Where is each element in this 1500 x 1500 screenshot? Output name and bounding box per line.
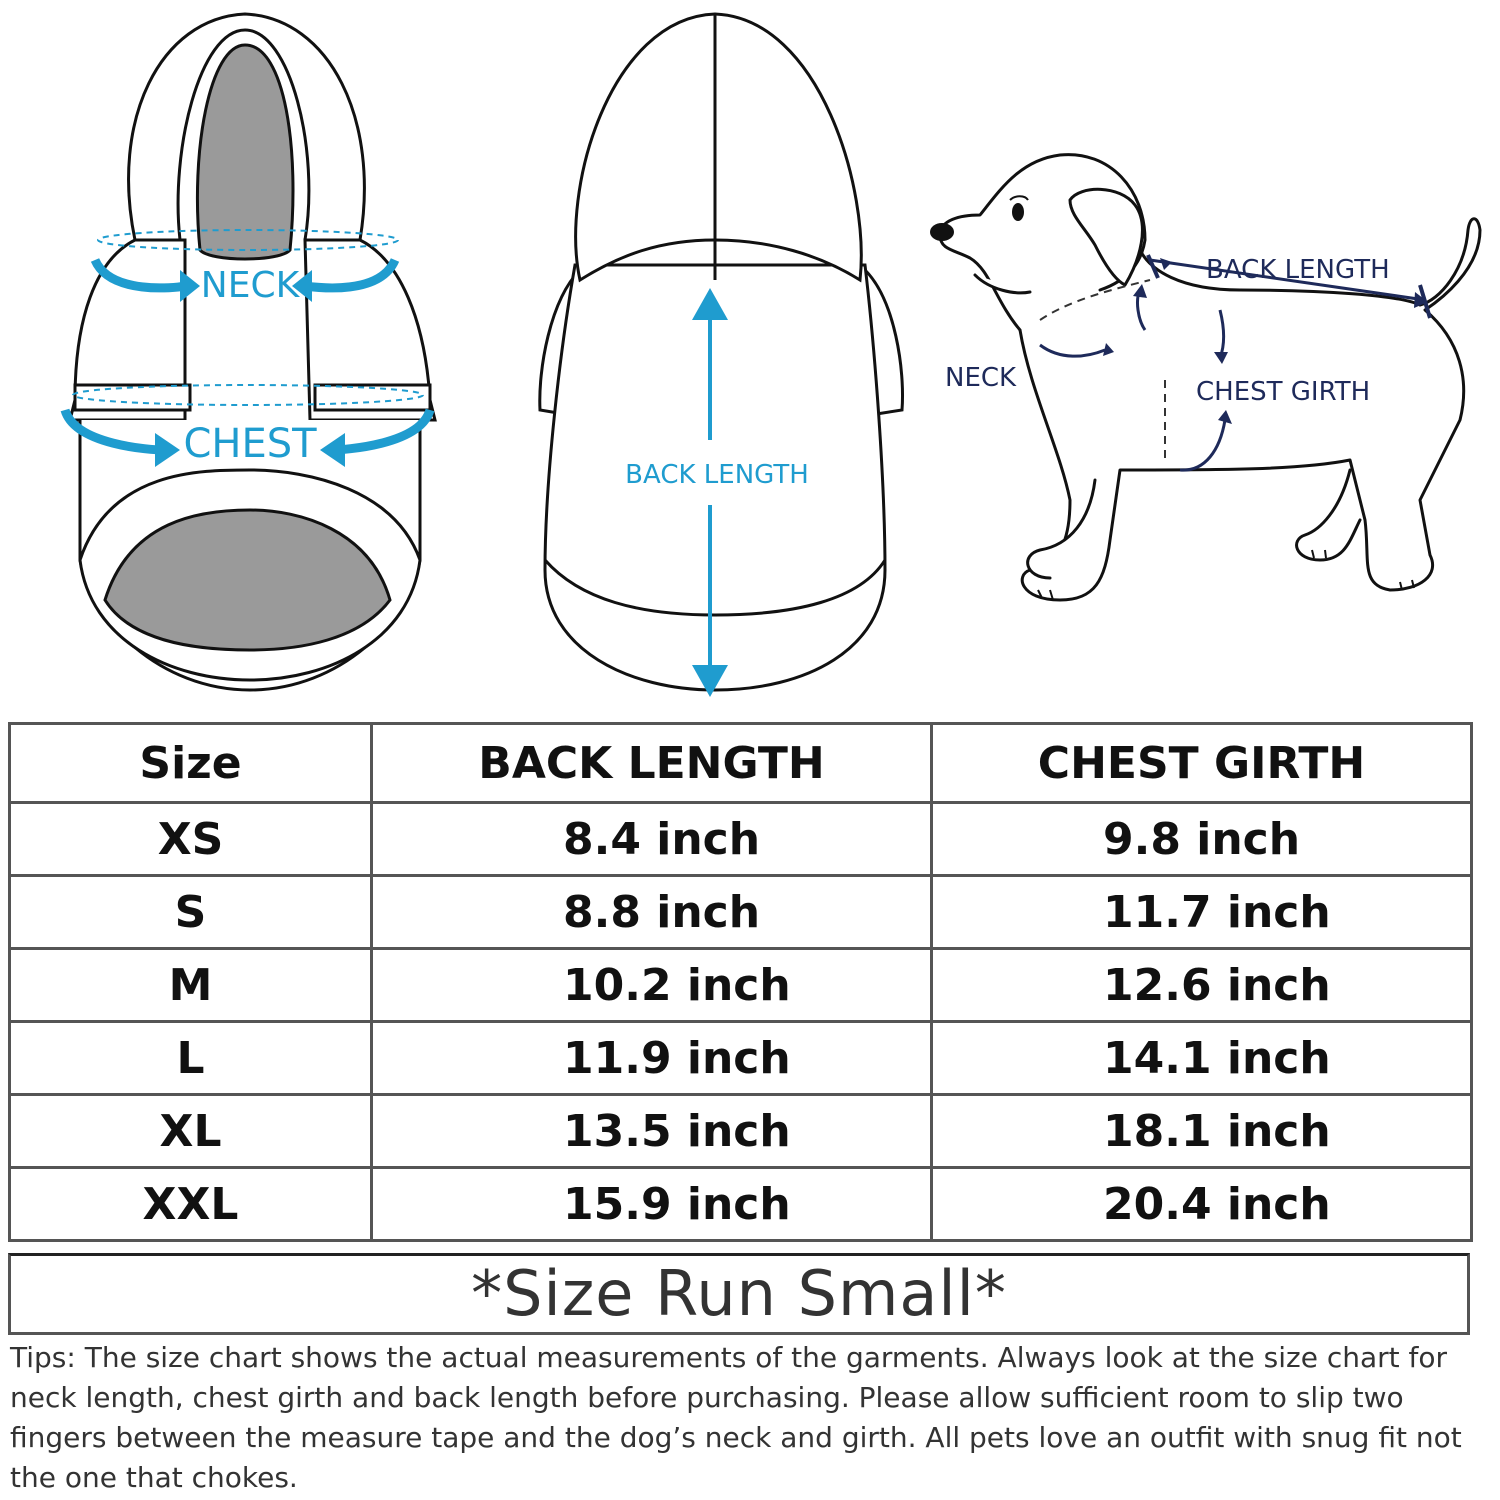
dog-chest-girth-label: CHEST GIRTH xyxy=(1196,377,1371,407)
chest-girth-cell: 18.1 inch xyxy=(932,1095,1472,1168)
size-chart-table xyxy=(8,722,1473,1242)
dog-neck-label: NECK xyxy=(945,363,1017,393)
hoodie-front-diagram xyxy=(0,0,460,715)
back-length-cell: 15.9 inch xyxy=(372,1168,932,1241)
table-header-row xyxy=(10,724,1472,803)
dog-diagram xyxy=(920,0,1500,620)
illustrations xyxy=(0,0,1500,715)
tips-text: Tips: The size chart shows the actual measurements of the garments. Always look at the size chart for neck length, chest girth and back length before purchasing. Please allow sufficient room to slip two fingers between the measure tape and the dog’s neck and girth. All pets love an outfit with snug fit not the one that chokes. xyxy=(10,1341,1462,1494)
chest-girth-cell: 14.1 inch xyxy=(932,1022,1472,1095)
chest-label: CHEST xyxy=(183,421,317,467)
header-size: Size xyxy=(10,724,372,803)
header-back-length: BACK LENGTH xyxy=(372,724,932,803)
back-length-label: BACK LENGTH xyxy=(625,460,809,490)
back-length-cell: 13.5 inch xyxy=(372,1095,932,1168)
table-row xyxy=(10,1022,1472,1095)
chest-girth-cell: 9.8 inch xyxy=(932,803,1472,876)
size-cell: XXL xyxy=(10,1168,372,1241)
size-cell: XS xyxy=(10,803,372,876)
back-length-cell: 8.4 inch xyxy=(372,803,932,876)
size-cell: M xyxy=(10,949,372,1022)
table-row xyxy=(10,1095,1472,1168)
neck-label: NECK xyxy=(200,265,300,306)
back-length-cell: 10.2 inch xyxy=(372,949,932,1022)
size-cell: XL xyxy=(10,1095,372,1168)
size-cell: S xyxy=(10,876,372,949)
chest-girth-cell: 11.7 inch xyxy=(932,876,1472,949)
table-row xyxy=(10,949,1472,1022)
size-run-small-note: *Size Run Small* xyxy=(8,1253,1470,1335)
size-cell: L xyxy=(10,1022,372,1095)
back-length-cell: 8.8 inch xyxy=(372,876,932,949)
chest-girth-cell: 20.4 inch xyxy=(932,1168,1472,1241)
dog-back-length-label: BACK LENGTH xyxy=(1206,255,1390,285)
chest-girth-cell: 12.6 inch xyxy=(932,949,1472,1022)
header-chest-girth: CHEST GIRTH xyxy=(932,724,1472,803)
back-length-cell: 11.9 inch xyxy=(372,1022,932,1095)
table-row xyxy=(10,1168,1472,1241)
table-row xyxy=(10,803,1472,876)
table-row xyxy=(10,876,1472,949)
hoodie-back-diagram xyxy=(520,0,920,715)
